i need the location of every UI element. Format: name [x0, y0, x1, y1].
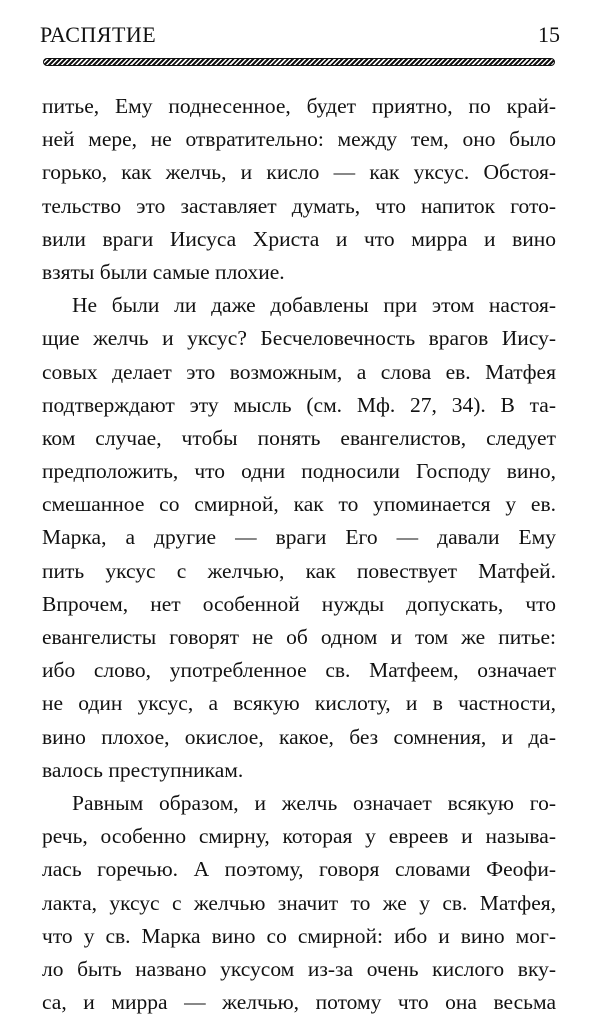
text-line: лакта, уксус с желчью значит то же у св. Матфея,	[42, 890, 556, 915]
text-line: речь, особенно смирну, которая у евреев и называ-	[42, 824, 556, 849]
text-line: взяты были самые плохие.	[42, 259, 285, 284]
decorative-rope-divider	[43, 58, 555, 66]
running-title: РАСПЯТИЕ	[40, 22, 157, 47]
text-line: ло быть названо уксусом из-за очень кислого вку-	[42, 956, 556, 981]
text-line: не один уксус, а всякую кислоту, и в частности,	[42, 691, 556, 716]
text-line: лась горечью. А поэтому, говоря словами Феофи-	[42, 857, 556, 882]
text-line: совых делает это возможным, а слова ев. Матфея	[42, 359, 556, 384]
text-line: щие желчь и уксус? Бесчеловечность врагов Иису-	[42, 326, 556, 351]
text-line: Марка, а другие — враги Его — давали Ему	[42, 525, 556, 550]
text-line: Впрочем, нет особенной нужды допускать, что	[42, 591, 556, 616]
page-header	[40, 22, 560, 52]
page-number: 15	[538, 22, 560, 47]
text-line: евангелисты говорят не об одном и том же питье:	[42, 625, 556, 649]
text-line: подтверждают эту мысль (см. Мф. 27, 34). В та-	[42, 392, 556, 417]
text-line: горько, как желчь, и кисло — как уксус. Обстоя-	[42, 160, 556, 185]
text-line: вили враги Иисуса Христа и что мирра и вино	[42, 226, 556, 251]
paragraph-start-line: Не были ли даже добавлены при этом настоя-	[72, 293, 556, 318]
text-line: са, и мирра — желчью, потому что она весьма	[42, 990, 556, 1015]
text-line: предположить, что одни подносили Господу вино,	[42, 459, 556, 484]
text-line: тельство это заставляет думать, что напиток гото-	[42, 193, 556, 218]
body-text	[42, 90, 556, 1019]
text-line: питье, Ему поднесенное, будет приятно, по край-	[42, 94, 556, 118]
text-line: ибо слово, употребленное св. Матфеем, означает	[42, 658, 556, 683]
text-line: что у св. Марка вино со смирной: ибо и вино мог-	[42, 923, 556, 948]
text-line: пить уксус с желчью, как повествует Матфей.	[42, 558, 556, 583]
text-line: валось преступникам.	[42, 757, 244, 782]
text-line: ней мере, не отвратительно: между тем, оно было	[42, 127, 556, 152]
paragraph-start-line: Равным образом, и желчь означает всякую го-	[72, 790, 556, 815]
text-line: смешанное со смирной, как то упоминается у ев.	[42, 492, 556, 517]
text-line: вино плохое, окислое, какое, без сомнения, и да-	[42, 724, 556, 749]
text-line: ком случае, чтобы понять евангелистов, следует	[42, 425, 556, 450]
